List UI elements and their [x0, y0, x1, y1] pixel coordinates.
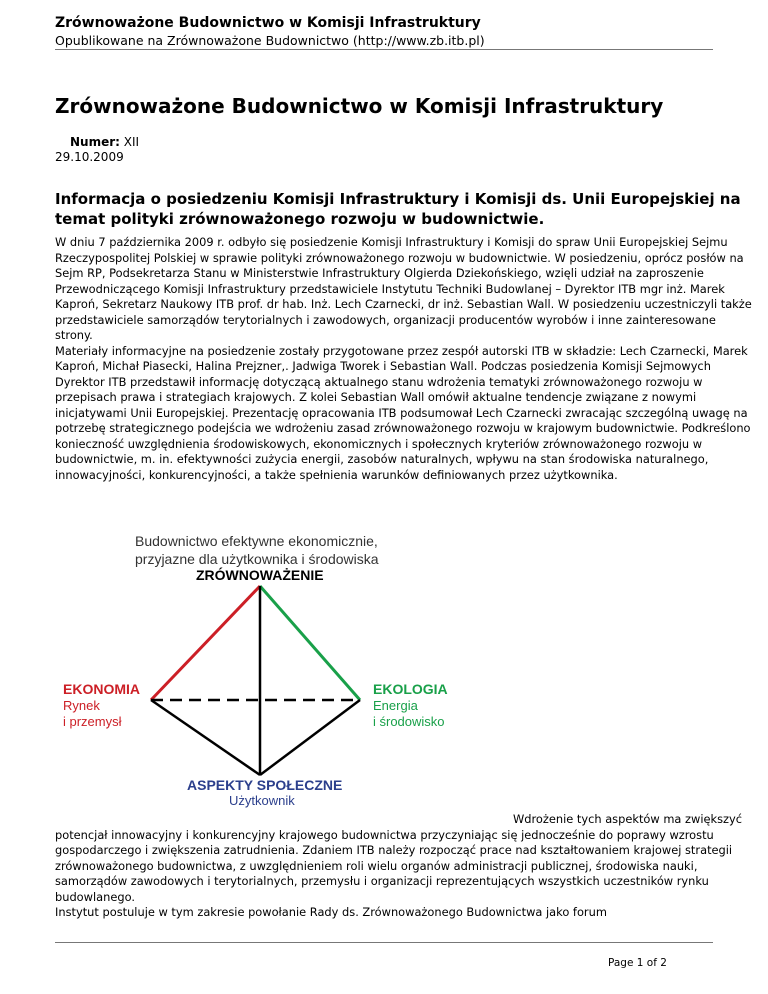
article-title: Zrównoważone Budownictwo w Komisji Infrastruktury: [55, 94, 664, 118]
diagram-economy-sub2: i przemysł: [63, 714, 122, 729]
article-meta: [55, 135, 139, 165]
diagram-ecology-sub2: i środowisko: [373, 714, 445, 729]
diagram-caption-line2: przyjazne dla użytkownika i środowiska: [135, 551, 379, 567]
edge-economy: [151, 586, 260, 700]
header-divider: [55, 49, 713, 50]
page-header: [55, 14, 715, 49]
paragraph-3: Wdrożenie tych aspektów ma zwiększyć potencjał innowacyjny i konkurencyjny krajowego budownictwa przyczyniając się jednocześnie do poprawy wzrostu gospodarczego i zwiększenia zatrudnienia. Zdaniem ITB należy rozpocząć prace nad kształtowaniem krajowej strategii zrównoważonego budownictwa, z uwzględnieniem roli wielu organów administracji publicznej, środowiska nauki, samorządów zawodowych i terytorialnych, przemysłu i organizacji reprezentujących wszystkich uczestników rynku budowlanego.: [55, 812, 743, 904]
footer-divider: [55, 942, 713, 943]
article-body-top: [55, 235, 755, 483]
edge-ecology: [260, 586, 360, 700]
issue-number-label: Numer:: [70, 135, 120, 149]
diagram-ecology-label: EKOLOGIA: [373, 681, 448, 697]
issue-number: [55, 135, 139, 150]
paragraph-1: W dniu 7 października 2009 r. odbyło się posiedzenie Komisji Infrastruktury i Komisji do spraw Unii Europejskiej Sejmu Rzeczypospolitej Polskiej w sprawie polityki zrównoważonego rozwoju w budownictwie. W posiedzeniu, oprócz posłów na Sejm RP, Podsekretarza Stanu w Ministerstwie Infrastruktury Olgierda Dziekońskiego, wzięli udział na zaproszenie Przewodniczącego Komisji Infrastruktury przedstawiciele Instytutu Techniki Budowlanej – Dyrektor ITB mgr inż. Marek Kaproń, Sekretarz Naukowy ITB prof. dr hab. Inż. Lech Czarnecki, dr inż. Sebastian Wall. W posiedzeniu uczestniczyli także przedstawiciele samorządów terytorialnych i zawodowych, organizacji producentów wyrobów i inne zainteresowane strony.: [55, 235, 752, 342]
header-title: Zrównoważone Budownictwo w Komisji Infrastruktury: [55, 15, 481, 31]
sustainability-pyramid-diagram: [55, 528, 525, 813]
header-subtitle: Opublikowane na Zrównoważone Budownictwo (http://www.zb.itb.pl): [55, 33, 485, 48]
article-headline: Informacja o posiedzeniu Komisji Infrastruktury i Komisji ds. Unii Europejskiej na temat polityki zrównoważonego rozwoju w budownictwie.: [55, 190, 741, 228]
article-date: 29.10.2009: [55, 150, 124, 164]
edge-bottom-left: [151, 700, 260, 775]
article-body-bottom: [55, 812, 755, 921]
diagram-economy-label: EKONOMIA: [63, 681, 140, 697]
diagram-ecology-sub1: Energia: [373, 698, 418, 713]
edge-bottom-right: [260, 700, 360, 775]
diagram-caption-line1: Budownictwo efektywne ekonomicznie,: [135, 533, 378, 549]
diagram-economy-sub1: Rynek: [63, 698, 100, 713]
paragraph-4: Instytut postuluje w tym zakresie powołanie Rady ds. Zrównoważonego Budownictwa jako forum: [55, 905, 607, 919]
issue-number-value: XII: [123, 135, 140, 149]
diagram-social-sub: Użytkownik: [229, 793, 295, 808]
diagram-top-label: ZRÓWNOWAŻENIE: [196, 567, 324, 583]
paragraph-2: Materiały informacyjne na posiedzenie zostały przygotowane przez zespół autorski ITB w składzie: Lech Czarnecki, Marek Kaproń, Michał Piasecki, Halina Prejzner,. Jadwiga Tworek i Sebastian Wall. Podczas posiedzenia Komisji Sejmowych Dyrektor ITB przedstawił informację dotyczącą aktualnego stanu wdrożenia tematyki zrównoważonego rozwoju w przepisach prawa i strategiach krajowych. Z kolei Sebastian Wall omówił aktualne tendencje związane z nowymi inicjatywami Unii Europejskiej. Prezentację opracowania ITB podsumował Lech Czarnecki zwracając szczególną uwagę na potrzebę strategicznego podejścia we wdrożeniu zasad zrównoważonego rozwoju w krajowym budownictwie. Podkreślono konieczność uwzględnienia środowiskowych, ekonomicznych i społecznych kryteriów zrównoważonego rozwoju w budownictwie, m. in. efektywności zużycia energii, zasobów naturalnych, wpływu na stan środowiska naturalnego, innowacyjności, konkurencyjności, a także spełnienia warunków definiowanych przez użytkownika.: [55, 343, 751, 482]
page-number: Page 1 of 2: [608, 957, 667, 969]
diagram-social-label: ASPEKTY SPOŁECZNE: [187, 777, 343, 793]
